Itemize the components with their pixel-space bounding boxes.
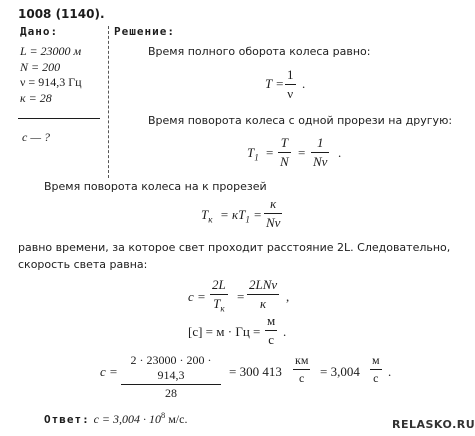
solution-paragraph-4: равно времени, за которое свет проходит расстояние 2L. Следовательно, — [18, 241, 451, 254]
given-L: L = 23000 м — [20, 44, 82, 58]
given-nu: ν = 914,3 Гц — [20, 75, 82, 89]
watermark: RELASKO.RU — [392, 418, 475, 431]
answer: Ответ: $c = 3,004 \cdot 10^8$ м/с. — [44, 411, 188, 426]
given-find: c — ? — [22, 130, 50, 144]
given-k: к = 28 — [20, 91, 52, 105]
solution-paragraph-2: Время поворота колеса с одной прорези на другую: — [148, 114, 453, 127]
solution-paragraph-1: Время полного оборота колеса равно: — [148, 45, 371, 58]
solution-paragraph-3: Время поворота колеса на к прорезей — [44, 180, 267, 193]
column-divider — [108, 26, 109, 178]
problem-number: 1008 (1140). — [18, 7, 105, 21]
solution-paragraph-5: скорость света равна: — [18, 258, 148, 271]
given-N: N = 200 — [20, 60, 61, 74]
given-title: Дано: — [20, 25, 59, 38]
solution-title: Решение: — [114, 25, 175, 38]
answer-label: Ответ: — [44, 413, 90, 426]
given-separator — [18, 118, 100, 119]
